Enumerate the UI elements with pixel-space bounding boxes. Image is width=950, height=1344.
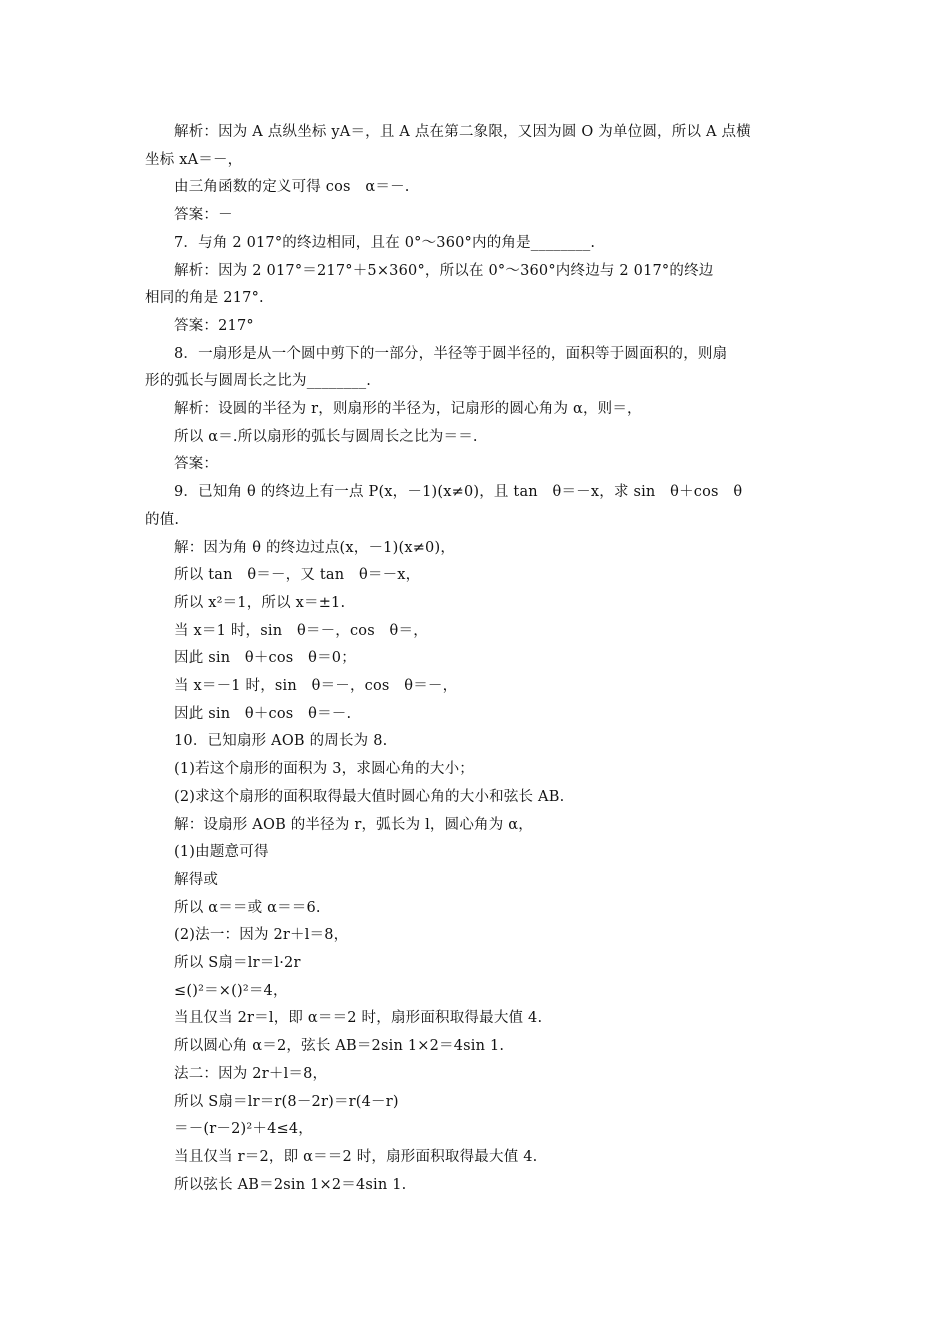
- text-line: 解析：因为 A 点纵坐标 yA＝，且 A 点在第二象限，又因为圆 O 为单位圆，所以 A 点横: [174, 124, 751, 140]
- text-line: 所以 α＝.所以扇形的弧长与圆周长之比为＝＝.: [174, 429, 478, 445]
- text-line: 坐标 xA＝－，: [145, 152, 243, 168]
- text-line: 9．已知角 θ 的终边上有一点 P(x，－1)(x≠0)，且 tan θ＝－x，求 sin θ＋cos θ: [174, 484, 743, 500]
- text-line: 当 x＝－1 时，sin θ＝－，cos θ＝－，: [174, 678, 458, 694]
- text-line: 所以 x²＝1，所以 x＝±1.: [174, 595, 346, 611]
- text-line: (2)法一：因为 2r＋l＝8，: [174, 927, 349, 943]
- text-line: 当且仅当 r＝2，即 α＝＝2 时，扇形面积取得最大值 4.: [174, 1149, 538, 1165]
- text-line: 因此 sin θ＋cos θ＝－.: [174, 706, 352, 722]
- text-line: 所以 α＝＝或 α＝＝6.: [174, 900, 321, 916]
- text-line: (2)求这个扇形的面积取得最大值时圆心角的大小和弦长 AB.: [174, 789, 565, 805]
- text-line: 因此 sin θ＋cos θ＝0；: [174, 650, 356, 666]
- text-line: 解：设扇形 AOB 的半径为 r，弧长为 l，圆心角为 α，: [174, 817, 533, 833]
- text-line: 所以圆心角 α＝2，弦长 AB＝2sin 1×2＝4sin 1.: [174, 1038, 505, 1054]
- text-line: 所以 S扇＝lr＝l·2r: [174, 955, 301, 971]
- text-line: 所以弦长 AB＝2sin 1×2＝4sin 1.: [174, 1177, 407, 1193]
- text-line: 所以 S扇＝lr＝r(8－2r)＝r(4－r): [174, 1094, 399, 1110]
- text-line: ＝－(r－2)²＋4≤4，: [174, 1121, 313, 1137]
- text-line: 答案：: [174, 456, 219, 472]
- text-line: 答案：217°: [174, 318, 254, 334]
- text-line: 当 x＝1 时，sin θ＝－，cos θ＝，: [174, 623, 428, 639]
- text-line: 法二：因为 2r＋l＝8，: [174, 1066, 328, 1082]
- text-line: 8．一扇形是从一个圆中剪下的一部分，半径等于圆半径的，面积等于圆面积的，则扇: [174, 346, 728, 362]
- text-line: 解析：因为 2 017°＝217°＋5×360°，所以在 0°～360°内终边与 2 017°的终边: [174, 263, 714, 279]
- text-line: 解得或: [174, 872, 219, 888]
- text-line: 所以 tan θ＝－，又 tan θ＝－x，: [174, 567, 421, 583]
- text-line: ≤()²＝×()²＝4，: [174, 983, 288, 999]
- text-line: 当且仅当 2r＝l，即 α＝＝2 时，扇形面积取得最大值 4.: [174, 1010, 543, 1026]
- text-line: (1)由题意可得: [174, 844, 269, 860]
- text-line: 解析：设圆的半径为 r，则扇形的半径为，记扇形的圆心角为 α，则＝，: [174, 401, 642, 417]
- text-line: (1)若这个扇形的面积为 3，求圆心角的大小；: [174, 761, 474, 777]
- text-line: 相同的角是 217°.: [145, 290, 264, 306]
- text-line: 答案：－: [174, 207, 233, 223]
- text-line: 7．与角 2 017°的终边相同，且在 0°～360°内的角是________.: [174, 235, 596, 251]
- text-line: 的值.: [145, 512, 180, 528]
- text-line: 10．已知扇形 AOB 的周长为 8.: [174, 733, 388, 749]
- text-line: 由三角函数的定义可得 cos α＝－.: [174, 179, 410, 195]
- text-line: 解：因为角 θ 的终边过点(x，－1)(x≠0)，: [174, 540, 456, 556]
- text-line: 形的弧长与圆周长之比为________.: [145, 373, 372, 389]
